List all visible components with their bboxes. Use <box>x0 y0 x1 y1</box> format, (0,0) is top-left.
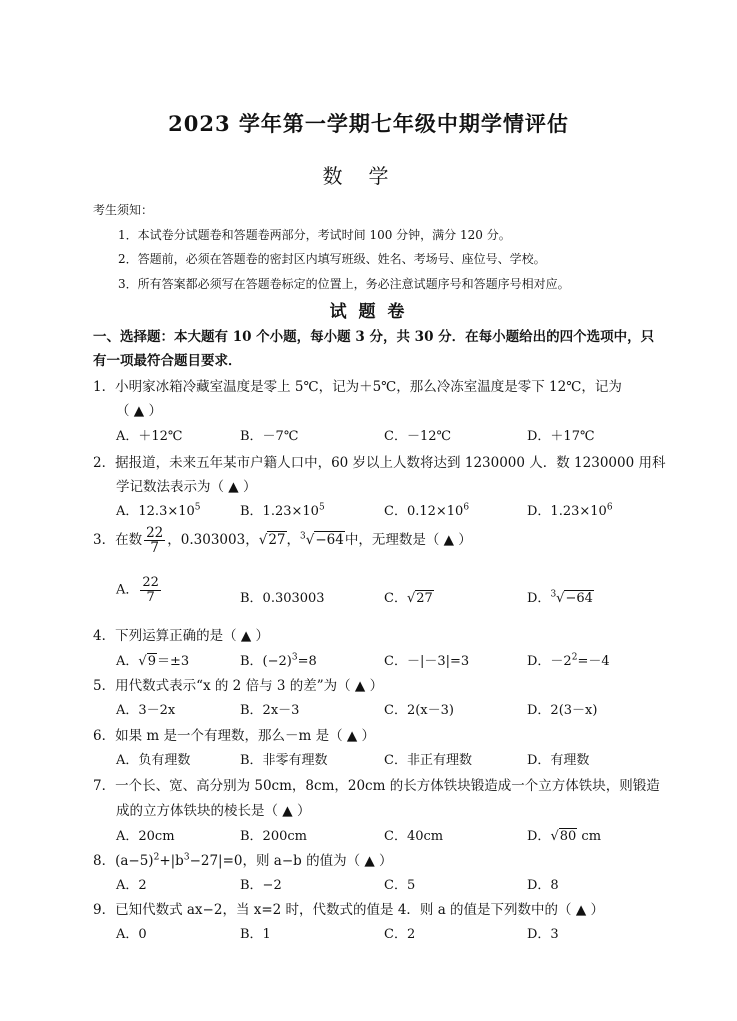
sqrt-27: 27 <box>268 532 286 549</box>
option-d-label: D． <box>527 591 551 606</box>
question-3-stem: 3．在数 $\frac{22}{7}$ ，0.303003，√27，$^3$√−64中，无理数是（ ▲ ） <box>93 525 472 557</box>
question-3-mid2: ， <box>286 532 300 549</box>
question-2-option-a-base: A．12.3×10 <box>116 504 195 519</box>
option-c-label: C． <box>384 591 407 606</box>
question-2-line2: 学记数法表示为（ ▲ ） <box>116 479 257 495</box>
cbrt-minus-64: −64 <box>315 532 344 549</box>
question-8-stem <box>93 849 393 869</box>
question-2-option-b-exp: 5 <box>318 502 325 513</box>
q8-exp1: 2 <box>153 852 160 863</box>
question-1-option-b: B．－7℃ <box>240 429 299 444</box>
question-5-stem: 5．用代数式表示“x 的 2 倍与 3 的差”为（ ▲ ） <box>93 678 384 694</box>
question-3-option-c: C．√27 <box>384 591 433 606</box>
question-8-option-b: B．−2 <box>240 878 282 893</box>
question-9-option-a: A．0 <box>116 927 147 942</box>
sqrt-80: 80 <box>559 829 577 844</box>
q8-pre: 8．(a−5) <box>93 853 154 869</box>
question-1-option-d: D．＋17℃ <box>527 429 595 444</box>
notice-item-1: 1．本试卷分试题卷和答题卷两部分，考试时间 100 分钟，满分 120 分。 <box>118 228 511 242</box>
option-d-rest: =－4 <box>577 654 610 669</box>
option-a-label: A． <box>116 582 139 598</box>
question-7-option-d: D．√80 cm <box>527 829 602 844</box>
question-6-option-d: D．有理数 <box>527 753 590 768</box>
fraction-22-7 <box>144 526 165 555</box>
question-2-option-c-exp: 6 <box>463 502 470 513</box>
cbrt-index: 3 <box>550 589 557 600</box>
question-2-option-b <box>240 500 325 519</box>
question-9-option-c: C．2 <box>384 927 416 942</box>
question-6-option-c: C．非正有理数 <box>384 753 472 768</box>
question-6-stem: 6．如果 m 是一个有理数，那么－m 是（ ▲ ） <box>93 728 376 744</box>
question-2-option-d <box>527 500 613 519</box>
question-7-line2: 成的立方体铁块的棱长是（ ▲ ） <box>116 803 311 819</box>
sqrt-9: 9 <box>147 654 156 669</box>
q8-mid: +|b <box>159 853 184 869</box>
question-9-option-b: B．1 <box>240 927 271 942</box>
question-4-option-d <box>527 650 610 669</box>
question-9-option-d: D．3 <box>527 927 559 942</box>
question-3-prefix: 3．在数 <box>93 532 143 549</box>
question-5-option-a: A．3－2x <box>116 703 176 718</box>
fraction-22-7 <box>140 576 161 604</box>
question-9-stem: 9．已知代数式 ax−2，当 x=2 时，代数式的值是 4．则 a 的值是下列数中的（ ▲ ） <box>93 902 605 918</box>
question-6-option-b: B．非零有理数 <box>240 753 328 768</box>
fraction-denominator: 7 <box>150 540 159 557</box>
option-a-rest: ＝±3 <box>156 654 190 669</box>
fraction-numerator: 22 <box>146 525 164 541</box>
question-2-option-d-exp: 6 <box>606 502 613 513</box>
option-d-base: D．－2 <box>527 654 572 669</box>
section-instruction-line1: 一、选择题：本大题有 10 个小题，每小题 3 分，共 30 分．在每小题给出的四个选项中，只 <box>93 329 655 345</box>
question-5-option-d: D．2(3－x) <box>527 703 598 718</box>
question-4-option-a: A．√9＝±3 <box>116 654 190 669</box>
sqrt-27: 27 <box>416 591 433 606</box>
question-1-option-a: A．＋12℃ <box>116 429 183 444</box>
option-d-unit: cm <box>581 829 602 844</box>
question-7-option-b: B．200cm <box>240 829 307 844</box>
question-4-stem: 4．下列运算正确的是（ ▲ ） <box>93 628 270 644</box>
question-5-option-c: C．2(x－3) <box>384 703 454 718</box>
question-3-option-a <box>116 576 163 604</box>
question-4-option-b <box>240 650 317 669</box>
question-7-line1: 7．一个长、宽、高分别为 50cm，8cm，20cm 的长方体铁块锻造成一个立方体铁块，则锻造 <box>93 778 660 794</box>
question-1-line2: （ ▲ ） <box>116 403 162 419</box>
question-3-option-b: B．0.303003 <box>240 591 325 606</box>
q8-post: −27|=0，则 a−b 的值为（ ▲ ） <box>189 853 393 869</box>
option-b-base: B．(−2) <box>240 654 292 669</box>
question-2-option-d-base: D．1.23×10 <box>527 504 607 519</box>
question-4-option-c: C．－|－3|=3 <box>384 654 470 669</box>
option-b-exp: 3 <box>291 652 298 663</box>
question-1-option-c: C．－12℃ <box>384 429 452 444</box>
question-3-option-d: D．$^3$√−64 <box>527 589 593 606</box>
fraction-numerator: 22 <box>142 575 159 590</box>
question-2-option-a <box>116 500 201 519</box>
section-title: 试 题 卷 <box>329 302 408 322</box>
exam-title: 2023 学年第一学期七年级中期学情评估 <box>168 111 569 136</box>
question-8-option-d: D．8 <box>527 878 559 893</box>
notice-item-2: 2．答题前，必须在答题卷的密封区内填写班级、姓名、考场号、座位号、学校。 <box>118 252 546 266</box>
cbrt-minus-64: −64 <box>565 591 593 606</box>
question-8-option-a: A．2 <box>116 878 147 893</box>
question-7-option-a: A．20cm <box>116 829 175 844</box>
notice-title: 考生须知： <box>93 203 154 217</box>
cbrt-index: 3 <box>300 531 306 542</box>
option-b-rest: =8 <box>297 654 317 669</box>
question-5-option-b: B．2x－3 <box>240 703 300 718</box>
fraction-denominator: 7 <box>146 589 155 605</box>
question-2-option-c-base: C．0.12×10 <box>384 504 464 519</box>
option-d-label: D． <box>527 829 551 844</box>
option-d-exp: 2 <box>571 652 578 663</box>
question-3-mid1: ，0.303003， <box>167 532 259 549</box>
subject-title: 数学 <box>322 164 415 188</box>
q8-exp2: 3 <box>183 852 190 863</box>
question-8-option-c: C．5 <box>384 878 416 893</box>
question-1-line1: 1．小明家冰箱冷藏室温度是零上 5℃，记为＋5℃，那么冷冻室温度是零下 12℃，记为 <box>93 379 622 395</box>
question-2-option-c <box>384 500 469 519</box>
option-a-label: A． <box>116 654 139 669</box>
section-instruction-line2: 有一项最符合题目要求． <box>93 353 242 369</box>
question-6-option-a: A．负有理数 <box>116 753 191 768</box>
question-2-option-b-base: B．1.23×10 <box>240 504 319 519</box>
question-3-suffix: 中，无理数是（ ▲ ） <box>344 532 472 549</box>
question-7-option-c: C．40cm <box>384 829 444 844</box>
question-2-line1: 2．据报道，未来五年某市户籍人口中，60 岁以上人数将达到 1230000 人．数 1230000 用科 <box>93 455 666 471</box>
notice-item-3: 3．所有答案都必须写在答题卷标定的位置上，务必注意试题序号和答题序号相对应。 <box>118 277 570 291</box>
question-2-option-a-exp: 5 <box>194 502 201 513</box>
